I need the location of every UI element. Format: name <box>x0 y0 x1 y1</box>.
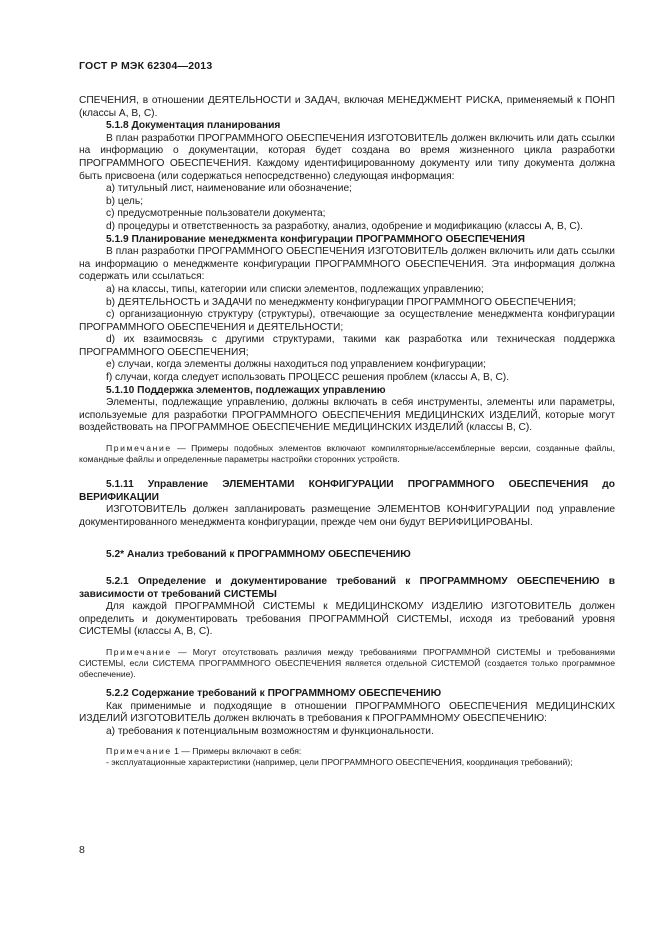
paragraph: Элементы, подлежащие управлению, должны включать в себя инструменты, элементы или параметры, используемые для разработки ПРОГРАММНОГО ОБЕСПЕЧЕНИЯ МЕДИЦИНСКИХ ИЗДЕЛИЙ, которые могут воздействовать на ПРОГРАММНОЕ ОБЕСПЕЧЕНИЕ МЕДИЦИНСКИХ ИЗДЕЛИЙ (классы B, C). <box>79 397 615 434</box>
section-heading-5-2-1: 5.2.1 Определение и документирование требований к ПРОГРАММНОМУ ОБЕСПЕЧЕНИЮ в зависимости от требований СИСТЕМЫ <box>79 576 615 600</box>
note-text: 1 — Примеры включают в себя: <box>171 746 302 757</box>
paragraph: СПЕЧЕНИЯ, в отношении ДЕЯТЕЛЬНОСТИ и ЗАДАЧ, включая МЕНЕДЖМЕНТ РИСКА, применяемый к ПОНП (классы A, B, C). <box>79 95 615 119</box>
list-item: a) титульный лист, наименование или обозначение; <box>106 183 352 195</box>
note <box>79 647 615 680</box>
section-heading-5-1-8: 5.1.8 Документация планирования <box>106 120 281 132</box>
list-item: c) предусмотренные пользователи документа; <box>106 208 326 220</box>
list-item: b) цель; <box>106 195 144 207</box>
list-item: e) случаи, когда элементы должны находиться под управлением конфигурации; <box>106 359 486 371</box>
paragraph: Для каждой ПРОГРАММНОЙ СИСТЕМЫ к МЕДИЦИНСКОМУ ИЗДЕЛИЮ ИЗГОТОВИТЕЛЬ должен определить и документировать требования ПРОГРАММНОЙ СИСТЕМЫ, исходя из требований уровня СИСТЕМЫ (классы A, B, C). <box>79 601 615 638</box>
note-text: — Примеры подобных элементов включают компиляторные/ассемблерные версии, созданные файлы, командные файлы и определенные параметры настройки сторонних устройств. <box>79 443 615 465</box>
document-header: ГОСТ Р МЭК 62304—2013 <box>79 60 213 72</box>
section-heading-5-1-10: 5.1.10 Поддержка элементов, подлежащих управлению <box>106 384 386 396</box>
page-body <box>79 95 615 768</box>
note-list-item: - эксплуатационные характеристики (например, цели ПРОГРАММНОГО ОБЕСПЕЧЕНИЯ, координация требований); <box>106 757 573 768</box>
paragraph: В план разработки ПРОГРАММНОГО ОБЕСПЕЧЕНИЯ ИЗГОТОВИТЕЛЬ должен включить или дать ссылки на информацию о документации, которая будет создана во время жизненного цикла разработки ПРОГРАММНОГО ОБЕСПЕЧЕНИЯ. Каждому идентифицированному документу или типу документа должна быть присвоена (или содержаться непосредственно) следующая информация: <box>79 132 615 182</box>
list-item: a) требования к потенциальным возможностям и функциональности. <box>106 725 434 737</box>
page-number: 8 <box>79 844 85 856</box>
paragraph: В план разработки ПРОГРАММНОГО ОБЕСПЕЧЕНИЯ ИЗГОТОВИТЕЛЬ должен включить или дать ссылки на информацию о менеджменте конфигурации ПРОГРАММНОГО ОБЕСПЕЧЕНИЯ. Эта информация должна содержать или ссылаться: <box>79 246 615 283</box>
list-item: a) на классы, типы, категории или списки элементов, подлежащих управлению; <box>106 283 484 295</box>
note <box>79 746 615 757</box>
list-item: d) процедуры и ответственность за разработку, анализ, одобрение и модификацию (классы A, B, C). <box>106 220 583 232</box>
paragraph: Как применимые и подходящие в отношении ПРОГРАММНОГО ОБЕСПЕЧЕНИЯ МЕДИЦИНСКИХ ИЗДЕЛИЙ ИЗГОТОВИТЕЛЬ должен включать в требования к ПРОГРАММНОМУ ОБЕСПЕЧЕНИЮ: <box>79 700 615 725</box>
section-heading-5-1-11: 5.1.11 Управление ЭЛЕМЕНТАМИ КОНФИГУРАЦИИ ПРОГРАММНОГО ОБЕСПЕЧЕНИЯ до ВЕРИФИКАЦИИ <box>79 479 615 503</box>
section-heading-5-2: 5.2* Анализ требований к ПРОГРАММНОМУ ОБЕСПЕЧЕНИЮ <box>106 549 411 561</box>
list-item: b) ДЕЯТЕЛЬНОСТЬ и ЗАДАЧИ по менеджменту конфигурации ПРОГРАММНОГО ОБЕСПЕЧЕНИЯ; <box>106 296 577 308</box>
note-text: — Могут отсутствовать различия между требованиями ПРОГРАММНОЙ СИСТЕМЫ и требованиями СИСТЕМЫ, если СИСТЕМА ПРОГРАММНОГО ОБЕСПЕЧЕНИЯ является отдельной СИСТЕМОЙ (создается только программное обеспечение). <box>79 646 615 679</box>
list-item: c) организационную структуру (структуры), отвечающие за осуществление менеджмента конфигурации ПРОГРАММНОГО ОБЕСПЕЧЕНИЯ и ДЕЯТЕЛЬНОСТИ; <box>79 309 615 333</box>
list-item: d) их взаимосвязь с другими структурами, такими как разработка или техническая поддержка ПРОГРАММНОГО ОБЕСПЕЧЕНИЯ; <box>79 334 615 358</box>
note <box>79 443 615 465</box>
paragraph: ИЗГОТОВИТЕЛЬ должен запланировать размещение ЭЛЕМЕНТОВ КОНФИГУРАЦИИ под управление документированного менеджмента конфигурации, прежде чем они будут ВЕРИФИЦИРОВАНЫ. <box>79 504 615 528</box>
section-heading-5-2-2: 5.2.2 Содержание требований к ПРОГРАММНОМУ ОБЕСПЕЧЕНИЮ <box>106 687 442 699</box>
note-label: Примечание <box>106 443 172 454</box>
note-label: Примечание <box>106 746 172 757</box>
list-item: f) случаи, когда следует использовать ПРОЦЕСС решения проблем (классы A, B, C). <box>106 372 510 384</box>
section-heading-5-1-9: 5.1.9 Планирование менеджмента конфигурации ПРОГРАММНОГО ОБЕСПЕЧЕНИЯ <box>106 233 525 245</box>
note-label: Примечание <box>106 646 172 657</box>
